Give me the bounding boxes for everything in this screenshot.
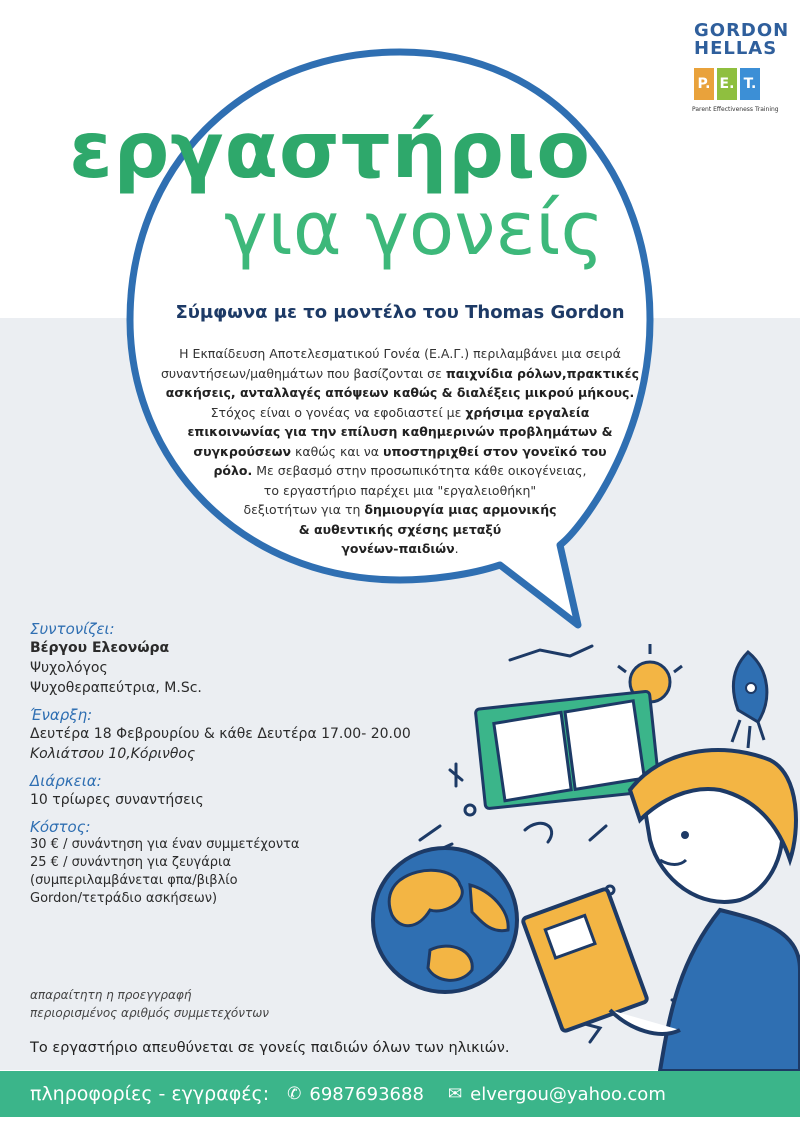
intro-highlight: παιχνίδια ρόλων,πρακτικές xyxy=(445,365,640,381)
coordinator-label: Συντονίζει: xyxy=(30,620,115,638)
pet-letter-p: P. xyxy=(694,68,714,100)
intro-text: καθώς και να xyxy=(290,443,383,459)
intro-highlight: χρήσιμα εργαλεία xyxy=(465,404,590,420)
pet-tagline: Parent Effectiveness Training xyxy=(692,106,779,113)
email-address[interactable]: elvergou@yahoo.com xyxy=(470,1083,666,1105)
phone-icon: ✆ xyxy=(287,1084,302,1104)
intro-highlight: υποστηριχθεί στον γονεϊκό του xyxy=(383,443,607,459)
intro-text: το εργαστήριο παρέχει μια "εργαλειοθήκη" xyxy=(263,482,537,498)
intro-highlight: ρόλο. xyxy=(213,463,253,478)
start-date: Δευτέρα 18 Φεβρουρίου & κάθε Δευτέρα 17.00- 20.00 xyxy=(30,726,411,742)
start-place: Κολιάτσου 10,Κόρινθος xyxy=(30,746,196,762)
start-label: Έναρξη: xyxy=(30,706,93,724)
intro-highlight: & αυθεντικής σχέσης μεταξύ xyxy=(298,521,502,537)
intro-highlight: επικοινωνίας για την επίλυση καθημερινών προβλημάτων & xyxy=(187,424,613,439)
duration-label: Διάρκεια: xyxy=(30,772,102,790)
pet-letter-t: T. xyxy=(740,68,760,100)
pet-letter-e: E. xyxy=(717,68,737,100)
pet-logo xyxy=(694,68,760,100)
note-preregistration: απαραίτητη η προεγγραφή xyxy=(30,988,192,1002)
intro-text: . xyxy=(454,541,459,556)
rocket-icon xyxy=(732,652,767,748)
cost-note: Gordon/τετράδιο ασκήσεων) xyxy=(30,891,218,906)
coordinator-name: Βέργου Ελεονώρα xyxy=(30,640,170,656)
title-workshop: εργαστήριο xyxy=(69,106,591,196)
audience-statement: Το εργαστήριο απευθύνεται σε γονείς παιδιών όλων των ηλικιών. xyxy=(30,1040,510,1056)
learning-illustration xyxy=(360,630,800,1071)
handheld-book-icon xyxy=(522,888,680,1034)
intro-text: Με σεβασμό στην προσωπικότητα κάθε οικογένειας, xyxy=(252,463,587,478)
contact-footer xyxy=(0,1071,800,1117)
cost-label: Κόστος: xyxy=(30,818,91,836)
intro-highlight: ασκήσεις, ανταλλαγές απόψεων καθώς & διαλέξεις μικρού μήκους. xyxy=(165,385,635,400)
gordon-hellas-logo xyxy=(690,20,790,120)
coordinator-role: Ψυχοθεραπεύτρια, M.Sc. xyxy=(30,680,202,696)
intro-text: Στόχος είναι ο γονέας να εφοδιαστεί με xyxy=(210,404,466,420)
title-for-parents: για γονείς xyxy=(223,186,604,272)
logo-hellas-text: HELLAS xyxy=(694,38,778,59)
cost-note: (συμπεριλαμβάνεται φπα/βιβλίο xyxy=(30,873,238,888)
coordinator-role: Ψυχολόγος xyxy=(30,660,108,676)
cost-couple: 25 € / συνάντηση για ζευγάρια xyxy=(30,855,232,870)
intro-text: δεξιοτήτων για τη xyxy=(243,502,365,517)
subtitle: Σύμφωνα με το μοντέλο του Thomas Gordon xyxy=(175,302,625,323)
child-reading-figure xyxy=(630,750,800,1071)
mail-icon: ✉ xyxy=(447,1084,463,1104)
intro-paragraph xyxy=(150,344,650,559)
duration-value: 10 τρίωρες συναντήσεις xyxy=(30,792,204,808)
intro-text: συναντήσεων/μαθημάτων που βασίζονται σε xyxy=(160,365,446,381)
logo-gordon-text: GORDON xyxy=(694,20,790,41)
phone-number[interactable]: 6987693688 xyxy=(309,1083,424,1105)
globe-icon xyxy=(373,848,517,992)
intro-highlight: συγκρούσεων xyxy=(193,443,291,459)
intro-highlight: γονέων-παιδιών xyxy=(341,541,455,556)
intro-text: Η Εκπαίδευση Αποτελεσματικού Γονέα (Ε.Α.Γ.) περιλαμβάνει μια σειρά xyxy=(179,346,621,361)
cost-single: 30 € / συνάντηση για έναν συμμετέχοντα xyxy=(30,837,300,852)
footer-label: πληροφορίες - εγγραφές: xyxy=(30,1083,270,1105)
intro-highlight: δημιουργία μιας αρμονικής xyxy=(364,502,557,517)
note-limited-seats: περιορισμένος αριθμός συμμετεχόντων xyxy=(30,1006,269,1020)
